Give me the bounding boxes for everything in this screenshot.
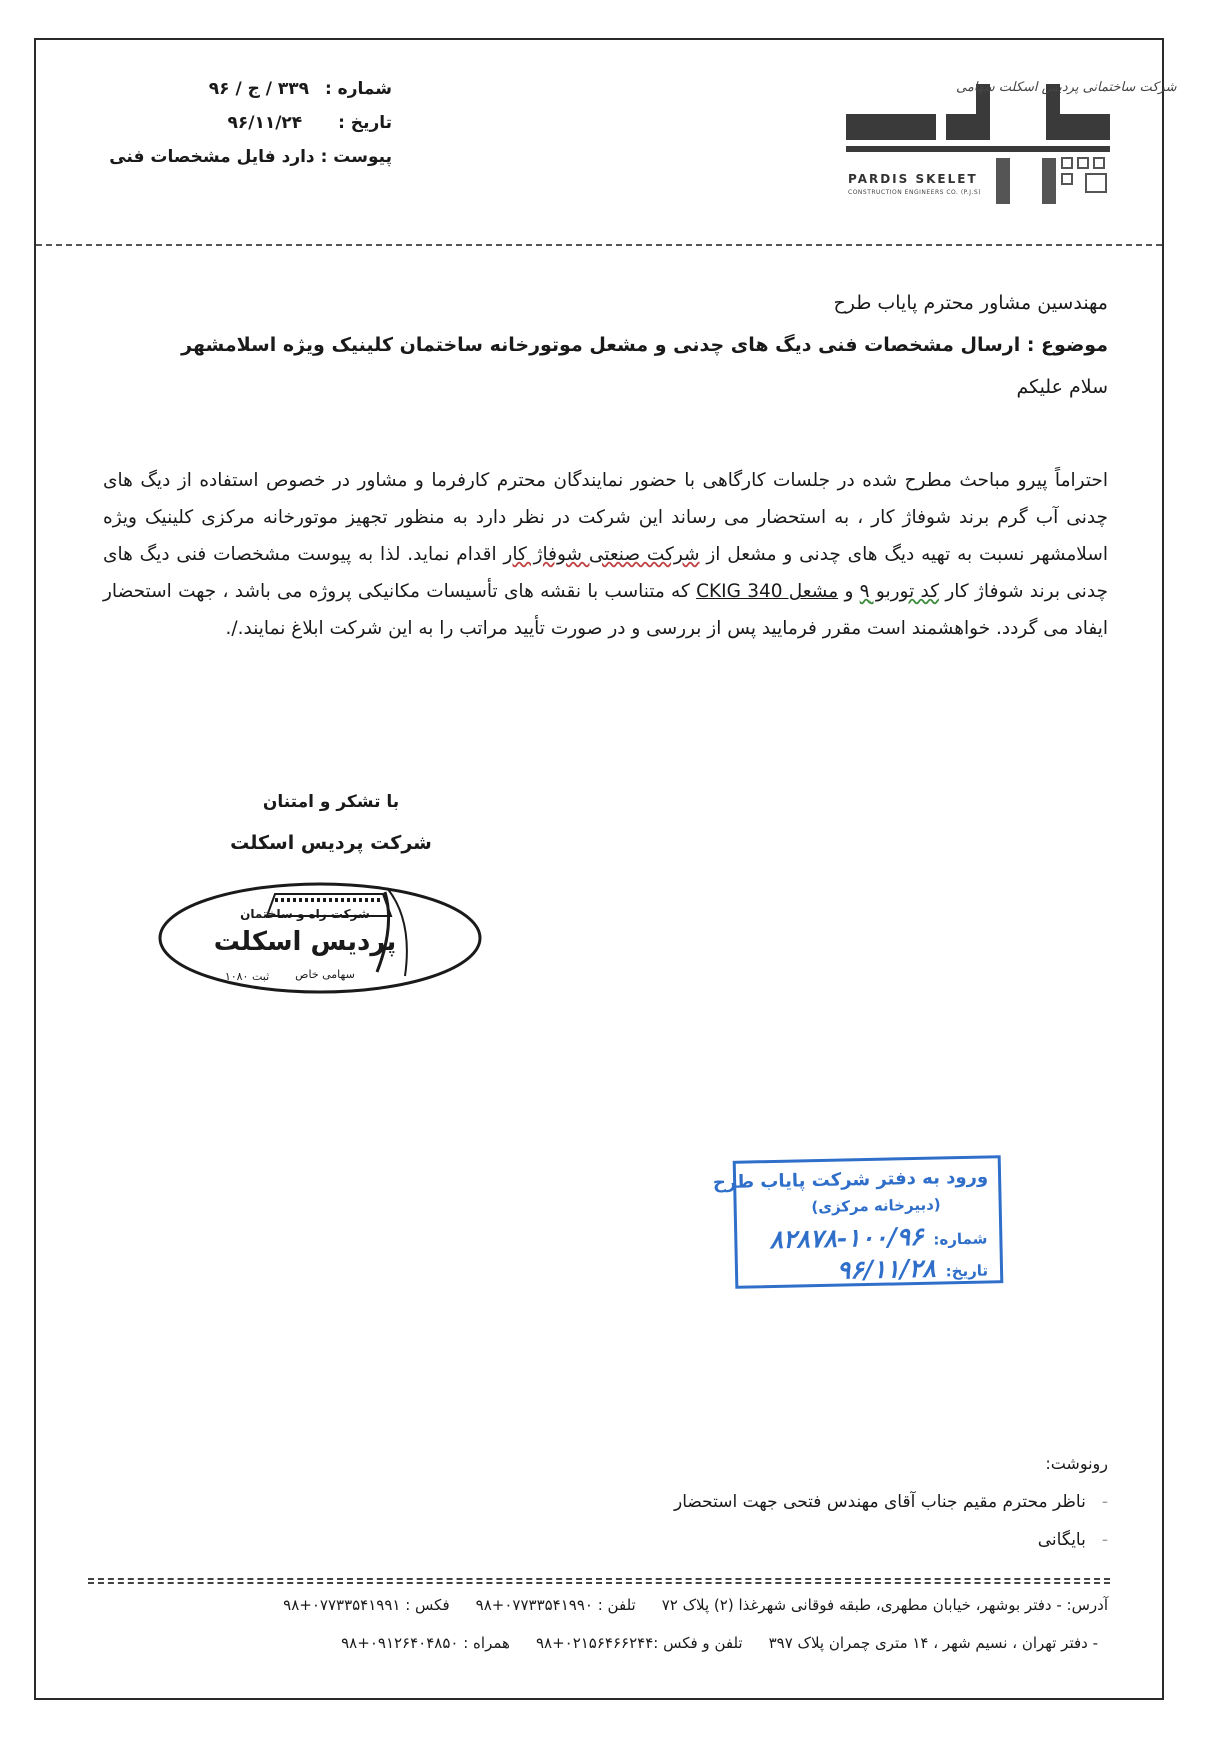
logo-subtitle: CONSTRUCTION ENGINEERS CO. (P.J.S) — [848, 189, 982, 196]
burner-code: مشعل CKIG 340 — [696, 581, 839, 602]
letter-date-label: تاریخ : — [338, 113, 392, 133]
letter-body — [103, 462, 1108, 647]
receipt-stamp — [712, 1155, 1004, 1289]
cc-item-text: ناظر محترم مقیم جناب آقای مهندس فتحی جهت استحضار — [673, 1492, 1086, 1512]
body-mid: اقدام نماید. لذا به پیوست مشخصات فنی دیگ های چدنی برند شوفاژ کار — [103, 544, 1108, 602]
body-end: که متناسب با نقشه های تأسیسات مکانیکی پروژه می باشد ، جهت استحضار ایفاد می گردد. خواهشمند است مقرر فرمایید پس از بررسی و در صورت تأیید مراتب را به این شرکت ابلاغ نمایند./. — [103, 581, 1108, 639]
subject-line: موضوع : ارسال مشخصات فنی دیگ های چدنی و مشعل موتورخانه ساختمان کلینیک ویژه اسلامشهر — [181, 334, 1108, 356]
footer-address-tehran — [98, 1634, 1098, 1652]
company-seal — [155, 876, 485, 996]
seal-line1: شرکت راه و ساختمان — [240, 907, 370, 921]
letter-meta — [109, 72, 392, 174]
footer-divider — [88, 1578, 1110, 1584]
stamp-number-value: ۱۰۰/۹۶-۸۲۸۷۸ — [769, 1221, 924, 1255]
supplier-name: شرکت صنعتی شوفاژ کار — [503, 544, 700, 565]
footer-addr1: آدرس: - دفتر بوشهر، خیابان مطهری، طبقه فوقانی شهرغذا (۲) پلاک ۷۲ — [661, 1596, 1108, 1614]
letter-attachment-value: دارد فایل مشخصات فنی — [109, 147, 315, 167]
letter-date-value: ۹۶/۱۱/۲۴ — [227, 113, 303, 133]
addressee: مهندسین مشاور محترم پایاب طرح — [833, 292, 1108, 314]
letter-number-value: ۳۳۹ / ج / ۹۶ — [208, 79, 310, 99]
letter-attachment-row — [109, 140, 392, 174]
footer-address-bushehr — [98, 1596, 1108, 1614]
cc-item-text: بایگانی — [1037, 1530, 1086, 1550]
footer-tel1: تلفن : ۰۷۷۳۳۵۴۱۹۹۰+۹۸ — [475, 1596, 636, 1614]
letter-date-row — [132, 106, 392, 140]
stamp-date-row — [837, 1253, 989, 1285]
page-border — [34, 38, 1164, 1700]
salutation: سلام علیکم — [1016, 376, 1108, 398]
logo-caption: شرکت ساختمانی پردیس اسکلت سهامی — [956, 80, 1177, 95]
stamp-line1: ورود به دفتر شرکت پایاب طرح — [712, 1166, 989, 1194]
footer-addr2: - دفتر تهران ، نسیم شهر ، ۱۴ متری چمران پلاک ۳۹۷ — [768, 1634, 1098, 1652]
seal-type: سهامی خاص — [295, 968, 355, 981]
cc-item: -بایگانی — [1037, 1530, 1108, 1550]
footer-tel2: تلفن و فکس :۰۲۱۵۶۴۶۶۲۴۴+۹۸ — [535, 1634, 743, 1652]
letter-number-row — [132, 72, 392, 106]
stamp-date-label: تاریخ: — [945, 1261, 989, 1281]
header-divider — [36, 244, 1162, 246]
signatory-company: شرکت پردیس اسکلت — [230, 832, 432, 854]
letter-number-label: شماره : — [324, 79, 392, 99]
seal-reg: ثبت ۱۰۸۰ — [224, 970, 270, 983]
stamp-line2: (دبیرخانه مرکزی) — [811, 1195, 941, 1217]
cc-label: رونوشت: — [1045, 1454, 1108, 1473]
footer-fax1: فکس : ۰۷۷۳۳۵۴۱۹۹۱+۹۸ — [283, 1596, 450, 1614]
company-logo — [846, 84, 1110, 204]
body-and: و — [838, 581, 860, 602]
footer-mobile2: همراه : ۰۹۱۲۶۴۰۴۸۵۰+۹۸ — [341, 1634, 510, 1652]
stamp-date-value: ۹۶/۱۱/۲۸ — [836, 1253, 936, 1285]
stamp-number-row — [769, 1221, 987, 1255]
cc-item: -ناظر محترم مقیم جناب آقای مهندس فتحی جهت استحضار — [673, 1492, 1108, 1512]
seal-name: پردیس اسکلت — [213, 927, 397, 957]
closing-line: با تشکر و امتنان — [262, 792, 400, 812]
boiler-code: کد توربو ۹ — [859, 581, 940, 602]
letter-attachment-label: پیوست : — [320, 147, 392, 167]
logo-name: PARDIS SKELET — [848, 172, 978, 186]
body-intro: احتراماً پیرو مباحث مطرح شده در جلسات کارگاهی با حضور نمایندگان محترم کارفرما و مشاور در خصوص استفاده از دیگ های چدنی آب گرم برند شوفاژ کار ، به استحضار می رساند این شرکت در نظر دارد به منظور تجهیز موتورخانه مرکزی کلینیک ویژه اسلامشهر نسبت به تهیه دیگ های چدنی و مشعل از — [103, 470, 1108, 565]
stamp-number-label: شماره: — [933, 1229, 988, 1249]
